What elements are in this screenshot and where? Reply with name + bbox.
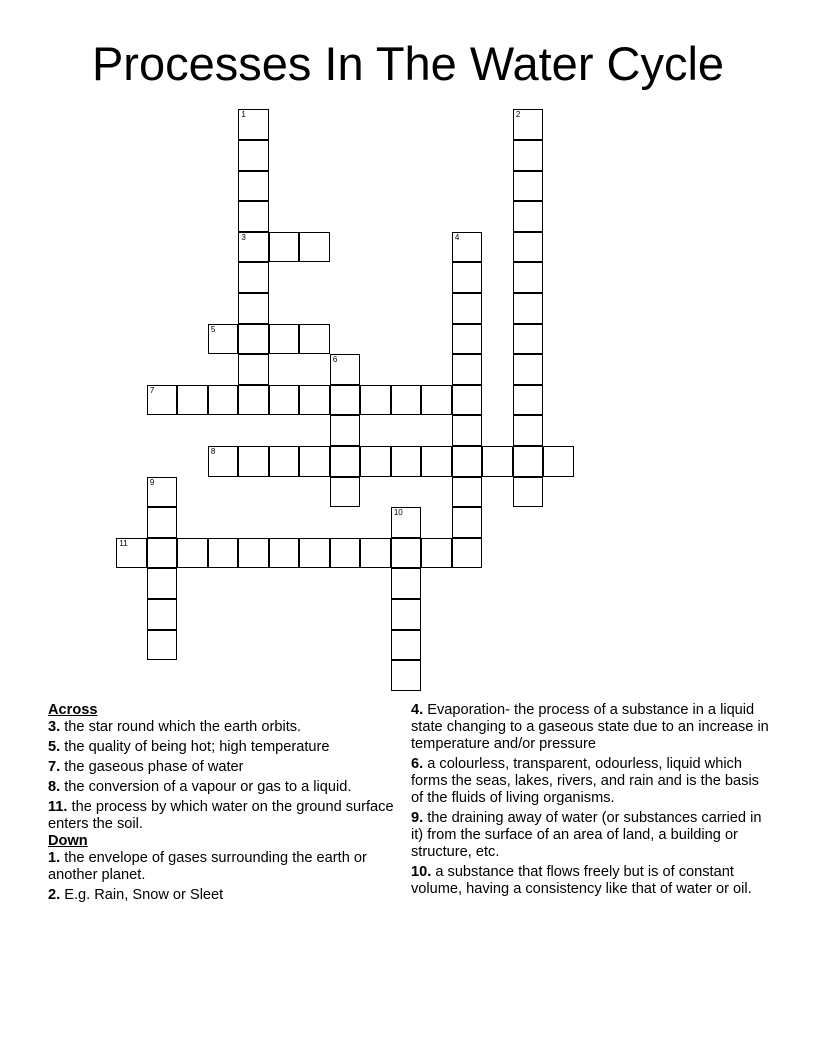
clue-number: 9. (411, 810, 424, 826)
crossword-cell[interactable] (513, 293, 544, 324)
crossword-cell[interactable] (299, 324, 330, 355)
crossword-cell[interactable] (269, 385, 300, 416)
crossword-cell[interactable] (452, 293, 483, 324)
cell-number: 9 (149, 477, 155, 487)
clue-text: the conversion of a vapour or gas to a liquid. (60, 779, 352, 795)
crossword-cell[interactable] (269, 538, 300, 569)
crossword-cell[interactable] (452, 446, 483, 477)
crossword-cell[interactable] (147, 538, 178, 569)
crossword-cell[interactable] (452, 538, 483, 569)
crossword-cell[interactable] (147, 599, 178, 630)
crossword-cell[interactable] (452, 354, 483, 385)
crossword-cell[interactable] (238, 201, 269, 232)
crossword-cell[interactable] (452, 477, 483, 508)
crossword-cell[interactable] (452, 324, 483, 355)
crossword-cell[interactable] (116, 538, 147, 569)
crossword-cell[interactable] (513, 446, 544, 477)
crossword-cell[interactable] (513, 415, 544, 446)
crossword-cell[interactable] (238, 140, 269, 171)
crossword-cell[interactable] (238, 293, 269, 324)
crossword-cell[interactable] (269, 324, 300, 355)
cell-number: 5 (210, 324, 216, 334)
crossword-cell[interactable] (391, 568, 422, 599)
crossword-cell[interactable] (238, 109, 269, 140)
crossword-cell[interactable] (177, 538, 208, 569)
clue-number: 3. (48, 719, 61, 735)
crossword-cell[interactable] (482, 446, 513, 477)
page-title: Processes In The Water Cycle (91, 37, 725, 90)
crossword-cell[interactable] (238, 232, 269, 263)
crossword-cell[interactable] (238, 324, 269, 355)
clue-across-8 (48, 779, 398, 796)
clue-number: 1. (48, 850, 61, 866)
crossword-cell[interactable] (330, 385, 361, 416)
across-heading: Across (48, 702, 98, 718)
cell-number: 11 (119, 538, 128, 548)
cell-number: 6 (332, 355, 338, 365)
crossword-cell[interactable] (391, 385, 422, 416)
clue-text: the envelope of gases surrounding the earth or another planet. (48, 850, 367, 883)
clue-down-10 (411, 864, 771, 898)
crossword-cell[interactable] (513, 171, 544, 202)
crossword-cell[interactable] (238, 385, 269, 416)
crossword-cell[interactable] (360, 385, 391, 416)
clue-down-9 (411, 810, 771, 861)
crossword-cell[interactable] (208, 446, 239, 477)
cell-number: 3 (241, 232, 246, 242)
crossword-cell[interactable] (452, 507, 483, 538)
clue-number: 4. (411, 702, 424, 718)
crossword-cell[interactable] (513, 262, 544, 293)
crossword-cell[interactable] (360, 538, 391, 569)
crossword-cell[interactable] (299, 446, 330, 477)
cell-number: 4 (454, 232, 460, 242)
crossword-cell[interactable] (391, 507, 422, 538)
crossword-cell[interactable] (513, 385, 544, 416)
crossword-cell[interactable] (208, 385, 239, 416)
crossword-cell[interactable] (147, 507, 178, 538)
crossword-cell[interactable] (147, 630, 178, 661)
crossword-cell[interactable] (208, 538, 239, 569)
crossword-cell[interactable] (299, 232, 330, 263)
cell-number: 10 (393, 508, 403, 518)
crossword-cell[interactable] (330, 446, 361, 477)
crossword-cell[interactable] (391, 599, 422, 630)
crossword-cell[interactable] (238, 354, 269, 385)
clue-text: the gaseous phase of water (60, 759, 244, 775)
crossword-cell[interactable] (330, 538, 361, 569)
clue-number: 11. (48, 799, 68, 815)
clue-number: 10. (411, 864, 432, 880)
crossword-cell[interactable] (452, 232, 483, 263)
crossword-cell[interactable] (543, 446, 574, 477)
crossword-cell[interactable] (513, 354, 544, 385)
crossword-cell[interactable] (330, 354, 361, 385)
crossword-cell[interactable] (391, 446, 422, 477)
crossword-cell[interactable] (299, 385, 330, 416)
clue-text: a colourless, transparent, odourless, liquid which forms the seas, lakes, rivers, and rain and is the basis of the fluids of living organisms. (411, 756, 759, 806)
clue-down-1 (48, 850, 398, 884)
crossword-cell[interactable] (513, 324, 544, 355)
crossword-cell[interactable] (513, 477, 544, 508)
crossword-cell[interactable] (238, 538, 269, 569)
clue-text: a substance that flows freely but is of constant volume, having a consistency like that of water or oil. (411, 864, 752, 897)
crossword-cell[interactable] (513, 109, 544, 140)
crossword-cell[interactable] (513, 201, 544, 232)
crossword-cell[interactable] (452, 415, 483, 446)
clue-across-7 (48, 759, 398, 776)
crossword-cell[interactable] (299, 538, 330, 569)
crossword-cell[interactable] (238, 171, 269, 202)
clue-text: the star round which the earth orbits. (60, 719, 302, 735)
cell-number: 2 (515, 110, 521, 120)
crossword-cell[interactable] (269, 446, 300, 477)
crossword-cell[interactable] (391, 660, 422, 691)
clue-number: 8. (48, 779, 61, 795)
crossword-cell[interactable] (452, 385, 483, 416)
crossword-cell[interactable] (330, 477, 361, 508)
crossword-cell[interactable] (391, 538, 422, 569)
clue-number: 5. (48, 739, 61, 755)
crossword-cell[interactable] (238, 446, 269, 477)
crossword-cell[interactable] (513, 140, 544, 171)
clues-right-column (411, 702, 771, 901)
crossword-cell[interactable] (238, 262, 269, 293)
crossword-cell[interactable] (391, 630, 422, 661)
crossword-cell[interactable] (208, 324, 239, 355)
clues-left-column (48, 702, 398, 907)
crossword-cell[interactable] (147, 568, 178, 599)
crossword-cell[interactable] (421, 538, 452, 569)
crossword-cell[interactable] (177, 385, 208, 416)
crossword-cell[interactable] (360, 446, 391, 477)
cell-number: 8 (210, 446, 216, 456)
crossword-cell[interactable] (269, 232, 300, 263)
crossword-cell[interactable] (330, 415, 361, 446)
clue-number: 7. (48, 759, 61, 775)
clue-number: 6. (411, 756, 424, 772)
clue-down-6 (411, 756, 771, 807)
clue-text: Evaporation- the process of a substance in a liquid state changing to a gaseous state due to an increase in temperature and/or pressure (411, 702, 769, 752)
crossword-cell[interactable] (513, 232, 544, 263)
clue-text: the quality of being hot; high temperature (60, 739, 330, 755)
cell-number: 1 (241, 110, 246, 120)
crossword-cell[interactable] (147, 385, 178, 416)
crossword-cell[interactable] (147, 477, 178, 508)
clue-down-4 (411, 702, 771, 753)
clue-across-5 (48, 739, 398, 756)
clue-text: the draining away of water (or substances carried in it) from the surface of an area of land, a building or structure, etc. (411, 810, 762, 860)
clue-number: 2. (48, 887, 61, 903)
crossword-cell[interactable] (452, 262, 483, 293)
clue-text: the process by which water on the ground surface enters the soil. (48, 799, 394, 832)
clue-text: E.g. Rain, Snow or Sleet (60, 887, 224, 903)
cell-number: 7 (149, 385, 155, 395)
crossword-cell[interactable] (421, 385, 452, 416)
down-heading: Down (48, 833, 88, 849)
clue-down-2 (48, 887, 398, 904)
crossword-cell[interactable] (421, 446, 452, 477)
clue-across-3 (48, 719, 398, 736)
clue-across-11 (48, 799, 398, 833)
